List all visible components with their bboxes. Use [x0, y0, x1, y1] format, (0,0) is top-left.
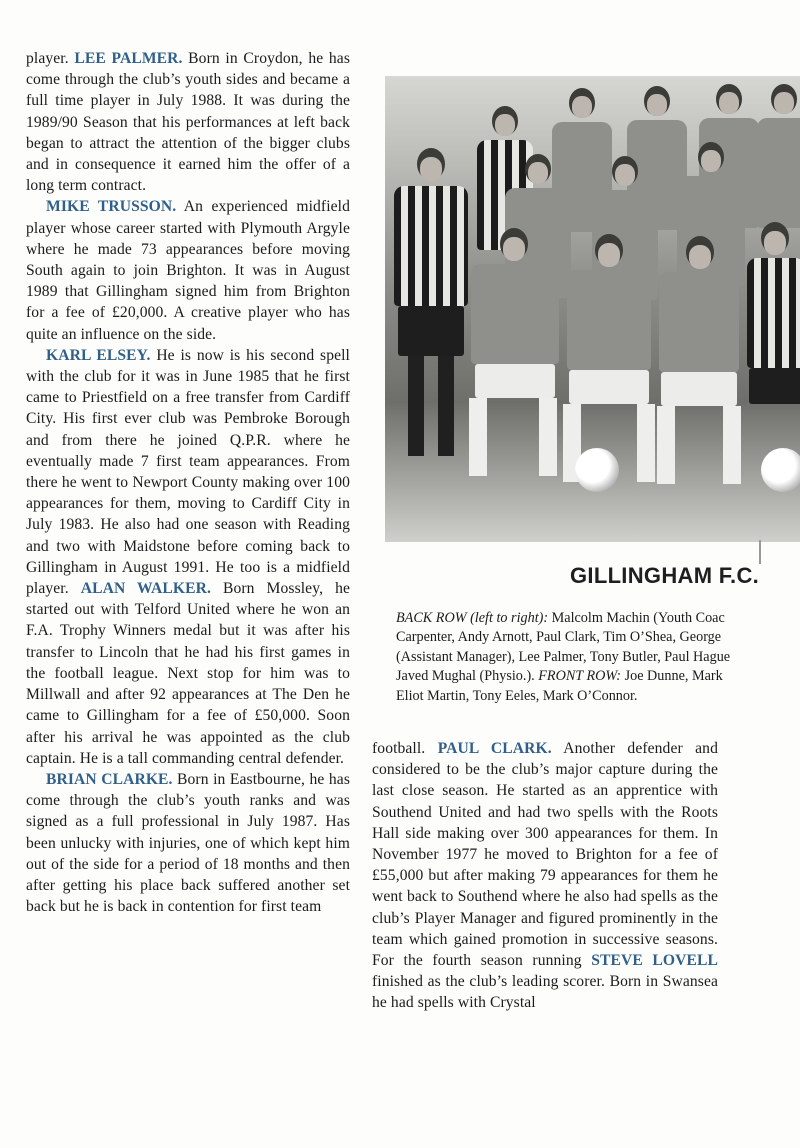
- paragraph-body: finished as the club’s leading scorer. Born in Swansea he had spells with Crystal: [372, 973, 718, 1012]
- caption-text: Joe Dunne, Mark: [621, 668, 723, 685]
- player-name-alan-walker: ALAN WALKER.: [80, 580, 211, 598]
- paragraph-mike-trusson: [26, 196, 350, 344]
- right-text-column: [372, 738, 718, 1014]
- paragraph-body: Born in Croydon, he has come through the club’s youth sides and became a full time player in July 1988. It was during the 1989/90 Season that his performances at left back began to attract the attention of the bigger clubs and in consequence it earned him the offer of a long term contract.: [26, 50, 350, 195]
- caption-line: [396, 609, 800, 628]
- caption-line: Eliot Martin, Tony Eeles, Mark O’Connor.: [396, 687, 638, 704]
- football: [761, 448, 800, 492]
- paragraph-body: Another defender and considered to be the club’s major capture during the last close season. He started as an apprentice with Southend United and had two spells with the Roots Hall side making over 300 appearances for them. In November 1977 he moved to Brighton for a fee of £55,000 but after making 79 appearances for them he went back to Southend where he also had spells as the club’s Player Manager and figured prominently in the team which gained promotion in successive seasons. For the fourth season running: [372, 740, 718, 970]
- caption-line: Carpenter, Andy Arnott, Paul Clark, Tim O’Shea, George: [396, 629, 722, 646]
- player-figure: [390, 148, 472, 478]
- print-mark: [759, 540, 761, 564]
- player-name-steve-lovell: STEVE LOVELL: [591, 952, 718, 970]
- front-row-label: FRONT ROW:: [538, 668, 622, 685]
- continued-text: football.: [372, 740, 438, 757]
- caption-line: (Assistant Manager), Lee Palmer, Tony Butler, Paul Hague: [396, 648, 731, 665]
- player-figure: [465, 228, 565, 488]
- back-row-label: BACK ROW (left to right):: [396, 610, 549, 626]
- team-photo-title: GILLINGHAM F.C.: [570, 563, 760, 588]
- photo-caption: [396, 609, 800, 706]
- player-figure: [745, 222, 800, 482]
- caption-text: Malcolm Machin (Youth Coac: [548, 610, 725, 626]
- player-name-paul-clark: PAUL CLARK.: [437, 740, 552, 757]
- player-name-brian-clarke: BRIAN CLARKE.: [46, 770, 173, 788]
- paragraph-paul-clark: [372, 738, 718, 1014]
- paragraph-karl-elsey: [26, 345, 350, 769]
- paragraph-body: An experienced midfield player whose career started with Plymouth Argyle where he made 73 appearances before moving South again to join Brighton. It was in August 1989 that Gillingham signed him from Brighton for a fee of £20,000. A creative player who has quite an influence on the side.: [26, 198, 350, 343]
- paragraph-body: He is now is his second spell with the club for it was in June 1985 that he first came to Priestfield on a free transfer from Cardiff City. His first ever club was Pembroke Borough and from there he joined Q.P.R. where he eventually made 7 first team appearances. From there he went to Newport County making over 100 appearances for them, moving to Cardiff City in July 1983. He also had one season with Reading and two with Maidstone before coming back to Gillingham in August 1991. He too is a midfield player.: [26, 346, 350, 598]
- continued-text: player.: [26, 50, 75, 67]
- player-name-karl-elsey: KARL ELSEY.: [46, 346, 151, 364]
- left-text-column: [26, 48, 350, 917]
- team-photo: [385, 76, 800, 542]
- paragraph-body: Born Mossley, he started out with Telford United where he won an F.A. Trophy Winners medal but it was after his transfer to Lincoln that he had his first games in the football league. Next stop for him was to Millwall and after 92 appearances at The Den he came to Gillingham for a fee of £50,000. Soon after his arrival he was appointed as the club captain. He is a tall commanding central defender.: [26, 580, 351, 767]
- paragraph-brian-clarke: [26, 769, 350, 917]
- player-figure: [655, 236, 745, 496]
- caption-text: Javed Mughal (Physio.).: [396, 668, 539, 685]
- player-figure: [757, 84, 800, 244]
- football: [575, 448, 619, 492]
- caption-line: [396, 667, 800, 686]
- player-name-mike-trusson: MIKE TRUSSON.: [46, 198, 177, 216]
- player-name-lee-palmer: LEE PALMER.: [74, 50, 183, 67]
- paragraph-body: Born in Eastbourne, he has come through the club’s youth ranks and was signed as a full professional in July 1987. Has been unlucky with injuries, one of which kept him out of the side for a period of 18 months and then after getting his place back suffered another set back but he is back in contention for first team: [26, 770, 350, 916]
- paragraph-lee-palmer: [26, 48, 350, 196]
